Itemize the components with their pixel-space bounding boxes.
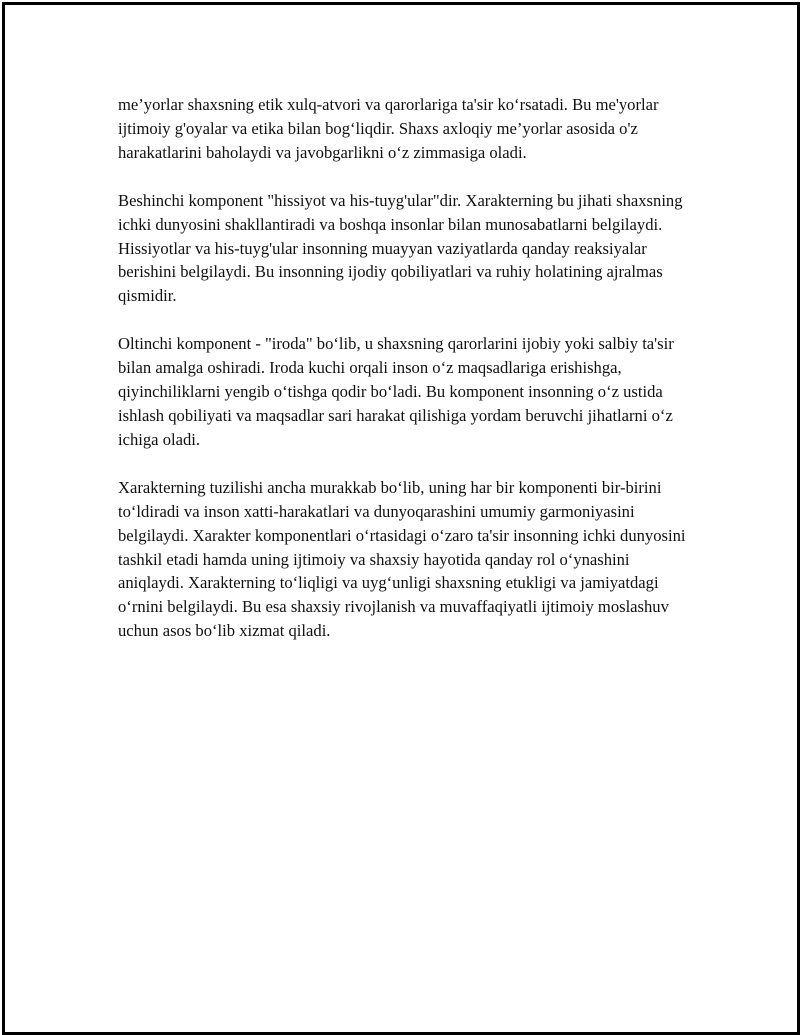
paragraph-ethical-norms: me’yorlar shaxsning etik xulq-atvori va qarorlariga ta'sir ko‘rsatadi. Bu me'yorlar ijtimoiy g'oyalar va etika bilan bog‘liqdir. Shaxs axloqiy me’yorlar asosida o'z harakatlarini baholaydi va javobgarlikni o‘z zimmasiga oladi. (118, 95, 659, 162)
document-body (118, 93, 693, 667)
paragraph-will-component: Oltinchi komponent - "iroda" bo‘lib, u shaxsning qarorlarini ijobiy yoki salbiy ta'sir bilan amalga oshiradi. Iroda kuchi orqali inson o‘z maqsadlariga erishishga, qiyinchiliklarni yengib o‘tishga qodir bo‘ladi. Bu komponent insonning o‘z ustida ishlash qobiliyati va maqsadlar sari harakat qilishiga yordam beruvchi jihatlarni o‘z ichiga oladi. (118, 334, 674, 449)
paragraph-character-structure: Xarakterning tuzilishi ancha murakkab bo‘lib, uning har bir komponenti bir-birini to‘ldiradi va inson xatti-harakatlari va dunyoqarashini umumiy garmoniyasini belgilaydi. Xarakter komponentlari o‘rtasidagi o‘zaro ta'sir insonning ichki dunyosini tashkil etadi hamda uning ijtimoiy va shaxsiy hayotida qanday rol o‘ynashini aniqlaydi. Xarakterning to‘liqligi va uyg‘unligi shaxsning etukligi va jamiyatdagi o‘rnini belgilaydi. Bu esa shaxsiy rivojlanish va muvaffaqiyatli ijtimoiy moslashuv uchun asos bo‘lib xizmat qiladi. (118, 477, 686, 641)
paragraph-emotions-component: Beshinchi komponent "hissiyot va his-tuyg'ular"dir. Xarakterning bu jihati shaxsning ichki dunyosini shakllantiradi va boshqa insonlar bilan munosabatlarni belgilaydi. Hissiyotlar va his-tuyg'ular insonning muayyan vaziyatlarda qanday reaksiyalar berishini belgilaydi. Bu insonning ijodiy qobiliyatlari va ruhiy holatining ajralmas qismidir. (118, 190, 683, 306)
